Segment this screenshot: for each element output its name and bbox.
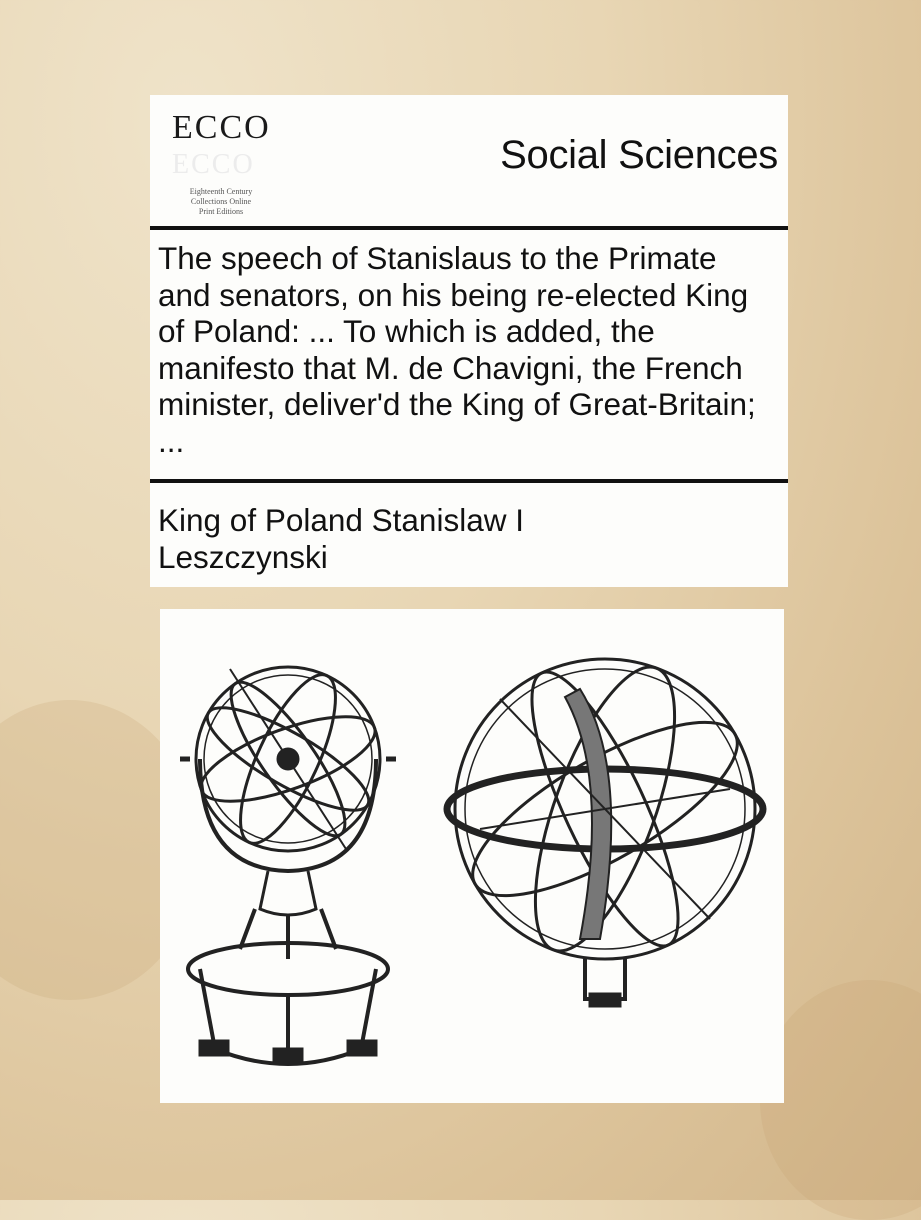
book-title: The speech of Stanislaus to the Primate and senators, on his being re-elected King of Poland: ... To which is added, the manifesto that M. de Chavigni, the French minister, deliver'd the King of Great-Britain; ...: [158, 240, 756, 459]
divider-top: [150, 226, 788, 230]
category-label: Social Sciences: [500, 133, 778, 177]
logo-text: ECCO: [172, 109, 271, 146]
cover-label: [150, 95, 788, 587]
ecco-logo: [168, 105, 278, 225]
illustration-panel: [160, 609, 784, 1103]
right-armillary-sphere: [447, 651, 763, 1006]
logo-reflection: ECCO: [172, 149, 255, 180]
paper-stain: [760, 980, 921, 1220]
left-armillary-sphere: [180, 663, 396, 1064]
author-name: King of Poland Stanislaw I Leszczynski: [158, 502, 524, 575]
divider-bottom: [150, 479, 788, 483]
armillary-sphere-icon: [160, 609, 784, 1103]
logo-subtext: Eighteenth Century Collections Online Print Editions: [189, 187, 253, 216]
